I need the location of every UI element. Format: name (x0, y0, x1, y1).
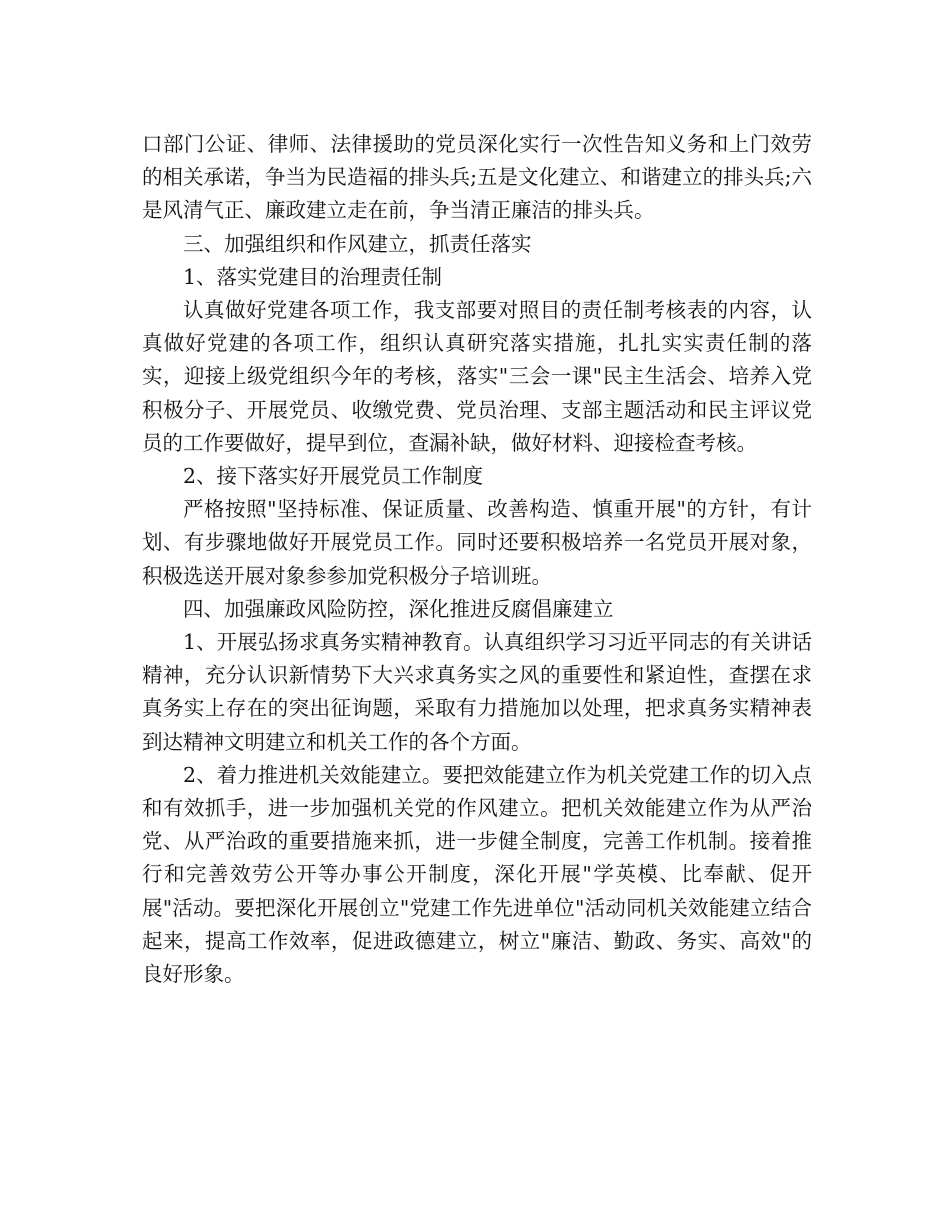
paragraph-3-1-body: 认真做好党建各项工作，我支部要对照目的责任制考核表的内容，认真做好党建的各项工作，组织认真研究落实措施，扎扎实实责任制的落实，迎接上级党组织今年的考核，落实"三会一课"民主生活会、培养入党积极分子、开展党员、收缴党费、党员治理、支部主题活动和民主评议党员的工作要做好，提早到位，查漏补缺，做好材料、迎接检查考核。 (142, 298, 812, 455)
subheading-3-2: 2、接下落实好开展党员工作制度 (183, 464, 484, 489)
paragraph-4-1: 1、开展弘扬求真务实精神教育。认真组织学习习近平同志的有关讲话精神，充分认识新情势下大兴求真务实之风的重要性和紧迫性，查摆在求真务实上存在的突出征询题，采取有力措施加以处理，把求真务实精神表到达精神文明建立和机关工作的各个方面。 (142, 630, 812, 754)
section-heading-3: 三、加强组织和作风建立，抓责任落实 (183, 231, 532, 256)
subheading-3-1: 1、落实党建目的治理责任制 (183, 264, 443, 289)
section-heading-4: 四、加强廉政风险防控，深化推进反腐倡廉建立 (183, 596, 614, 621)
paragraph-4-2: 2、着力推进机关效能建立。要把效能建立作为机关党建工作的切入点和有效抓手，进一步加强机关党的作风建立。把机关效能建立作为从严治党、从严治政的重要措施来抓，进一步健全制度，完善工作机制。接着推行和完善效劳公开等办事公开制度，深化开展"学英模、比奉献、促开展"活动。要把深化开展创立"党建工作先进单位"活动同机关效能建立结合起来，提高工作效率，促进政德建立，树立"廉洁、勤政、务实、高效"的良好形象。 (142, 762, 812, 987)
document-body (142, 128, 812, 991)
paragraph-continuation: 口部门公证、律师、法律援助的党员深化实行一次性告知义务和上门效劳的相关承诺，争当为民造福的排头兵;五是文化建立、和谐建立的排头兵;六是风清气正、廉政建立走在前，争当清正廉洁的排头兵。 (142, 132, 812, 223)
paragraph-3-2-body: 严格按照"坚持标准、保证质量、改善构造、慎重开展"的方针，有计划、有步骤地做好开展党员工作。同时还要积极培养一名党员开展对象，积极选送开展对象参参加党积极分子培训班。 (142, 497, 812, 588)
